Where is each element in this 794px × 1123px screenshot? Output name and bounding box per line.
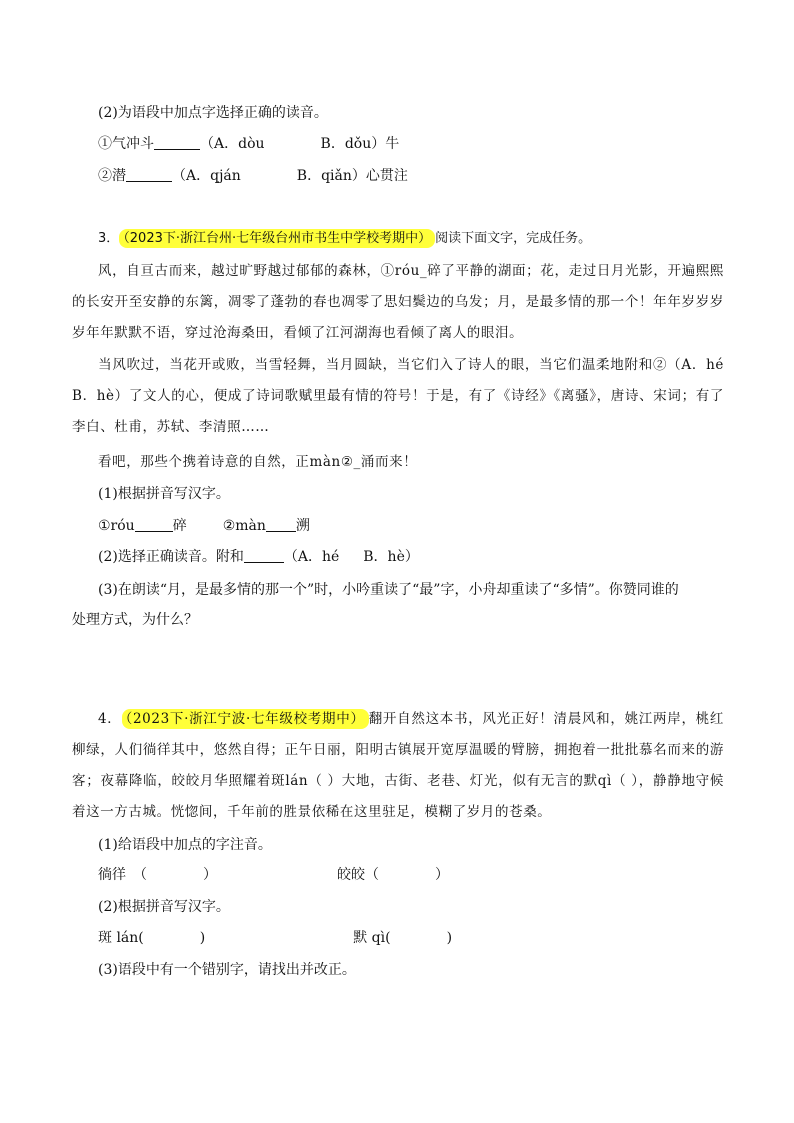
answer-blank[interactable] <box>135 517 173 532</box>
q3-number: 3． <box>98 231 120 246</box>
q3-sub3-line2: 处理方式，为什么？ <box>72 612 198 628</box>
q4-source-highlight: （2023下·浙江宁波·七年级校考期中） <box>122 709 369 729</box>
item2-option-b: B．qiǎn）心贯注 <box>296 168 408 184</box>
q4-sub2-items <box>98 928 698 948</box>
q3-source-highlight: （2023下·浙江台州·七年级台州市书生中学校考期中） <box>119 229 435 248</box>
q3-passage-para1: 风，自亘古而来，越过旷野越过郁郁的森林，①róu_碎了平静的湖面；花，走过日月光影，开遍熙熙的长安开至安静的东篱，凋零了蓬勃的春也凋零了思妇鬓边的乌发；月，是最多情的那一个！年年岁岁岁岁年年默默不语，穿过沧海桑田，看倾了江河湖海也看倾了离人的眼泪。 <box>72 263 724 341</box>
q4-sub1-item2[interactable]: 皎皎（ ） <box>337 867 449 883</box>
q4-sub1-items <box>98 865 698 885</box>
q3-instruction: 阅读下面文字，完成任务。 <box>435 231 592 246</box>
q3-sub3-line1: (3)在朗读“月，是最多情的那一个”时，小吟重读了“最”字，小舟却重读了“多情”。你赞同谁的 <box>98 582 679 598</box>
q4-sub2-prompt: (2)根据拼音写汉字。 <box>98 899 230 915</box>
q4-sub3-prompt: (3)语段中有一个错别字，请找出并改正。 <box>98 962 356 978</box>
q3-passage-para2: 当风吹过，当花开或败，当雪轻舞，当月圆缺，当它们入了诗人的眼，当它们温柔地附和②（A．hé B．hè）了文人的心，便成了诗词歌赋里最有情的符号！于是，有了《诗经》《离骚》，唐诗、宋词；有了李白、杜甫，苏轼、李清照…… <box>72 357 724 435</box>
answer-blank[interactable] <box>244 548 284 563</box>
q4-sub1-prompt: (1)给语段中加点的字注音。 <box>98 837 272 853</box>
q2-sub2-item1 <box>98 134 698 154</box>
q4-number: 4． <box>98 711 122 727</box>
q3-sub1-items: ①róu 碎 ②màn 溯 <box>98 518 310 534</box>
answer-blank[interactable] <box>154 135 200 150</box>
item2-prefix: ②潜 <box>98 168 126 184</box>
item1-option-a: （A．dòu <box>200 136 265 152</box>
q4-sub1-item1[interactable]: 徜徉 （ ） <box>98 867 217 883</box>
item2-option-a: （A．qján <box>172 168 241 184</box>
q3-heading <box>98 229 591 249</box>
q3-sub1-prompt: (1)根据拼音写汉字。 <box>98 486 230 502</box>
item1-prefix: ①气冲斗 <box>98 136 154 152</box>
q2-sub2-prompt: (2)为语段中加点字选择正确的读音。 <box>98 105 328 121</box>
answer-blank[interactable] <box>126 167 172 182</box>
q3-passage-para3: 看吧，那些个携着诗意的自然，正màn②_涌而来！ <box>98 454 418 470</box>
q4-sub2-item1[interactable]: 斑 lán( ) <box>98 930 206 946</box>
q3-sub2: (2)选择正确读音。附和 （A．hé B．hè） <box>98 549 419 565</box>
q4-sub2-item2[interactable]: 默 qì( ) <box>353 930 453 946</box>
q2-sub2-item2 <box>98 166 698 186</box>
item1-option-b: B．dǒu）牛 <box>320 136 400 152</box>
answer-blank[interactable] <box>266 517 296 532</box>
q4-passage: 4． （2023下·浙江宁波·七年级校考期中） 翻开自然这本书，风光正好！清晨风和，姚江两岸，桃红柳绿，人们徜徉其中，悠然自得；正午日丽，阳明古镇展开宽厚温暖的臂膀，拥抱着一批批慕名而来的游客；夜幕降临，皎皎月华照耀着斑lán（ ）大地，古街、老巷、灯光，似有无言的默qì（ ），静静地守候着这一方古城。恍惚间，千年前的胜景依稀在这里驻足，模糊了岁月的苍桑。 <box>72 711 724 820</box>
